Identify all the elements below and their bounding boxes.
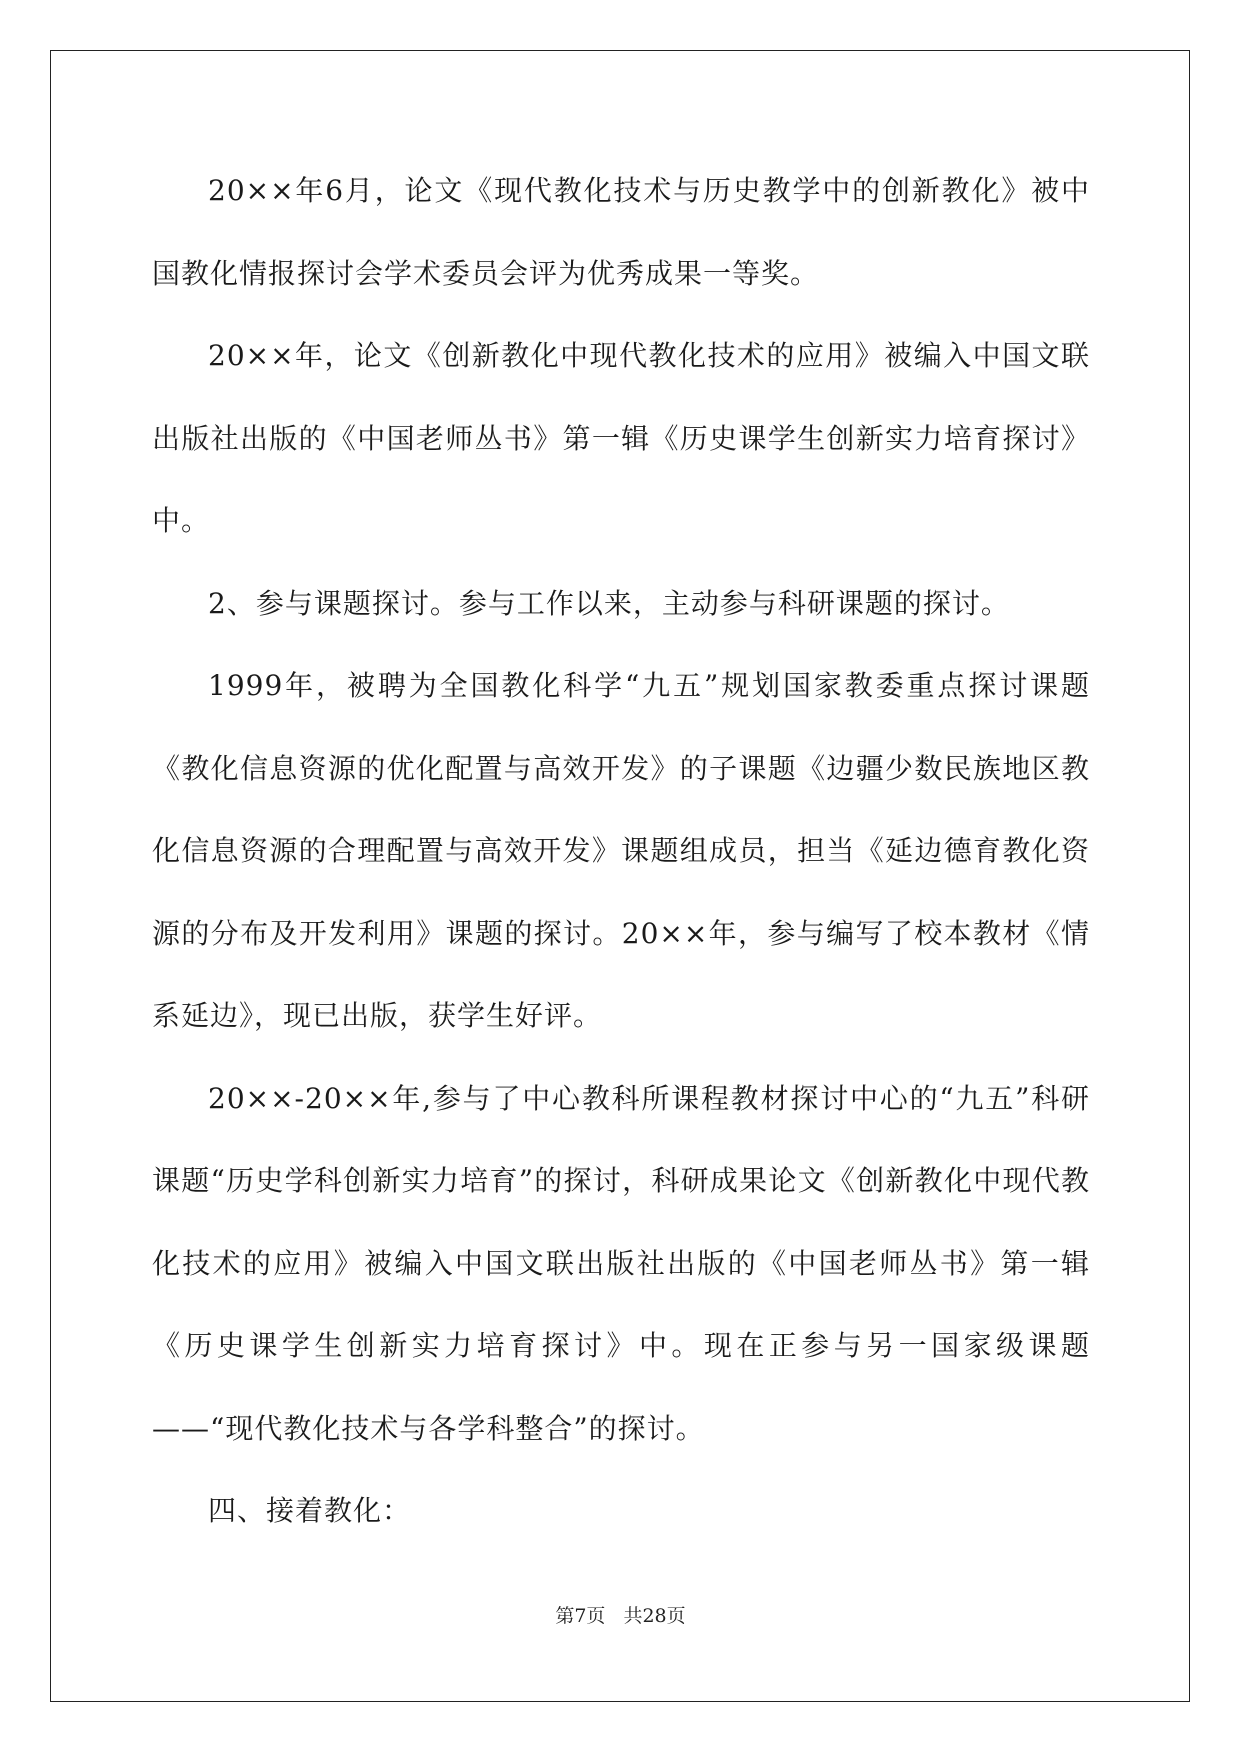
document-body bbox=[152, 150, 1090, 1553]
paragraph-award-2006: 20××年6月，论文《现代教化技术与历史教学中的创新教化》被中国教化情报探讨会学术委员会评为优秀成果一等奖。 bbox=[152, 174, 1090, 290]
paragraph-research-heading: 2、参与课题探讨。参与工作以来，主动参与科研课题的探讨。 bbox=[208, 586, 1010, 620]
page-total: 共28页 bbox=[623, 1605, 686, 1627]
page-number: 第7页 bbox=[555, 1605, 606, 1627]
page-footer bbox=[0, 1601, 1241, 1628]
section-heading-continuing-education: 四、接着教化： bbox=[208, 1494, 412, 1527]
paragraph-research-1999: 1999年，被聘为全国教化科学“九五”规划国家教委重点探讨课题《教化信息资源的优化配置与高效开发》的子课题《边疆少数民族地区教化信息资源的合理配置与高效开发》课题组成员，担当《延边德育教化资源的分布及开发利用》课题的探讨。20××年，参与编写了校本教材《情系延边》，现已出版，获学生好评。 bbox=[152, 669, 1090, 1032]
paragraph-research-ninth-five: 20××-20××年,参与了中心教科所课程教材探讨中心的“九五”科研课题“历史学科创新实力培育”的探讨，科研成果论文《创新教化中现代教化技术的应用》被编入中国文联出版社出版的《中国老师丛书》第一辑《历史课学生创新实力培育探讨》中。现在正参与另一国家级课题——“现代教化技术与各学科整合”的探讨。 bbox=[152, 1081, 1090, 1445]
paragraph-paper-published: 20××年，论文《创新教化中现代教化技术的应用》被编入中国文联出版社出版的《中国老师丛书》第一辑《历史课学生创新实力培育探讨》中。 bbox=[152, 339, 1090, 537]
